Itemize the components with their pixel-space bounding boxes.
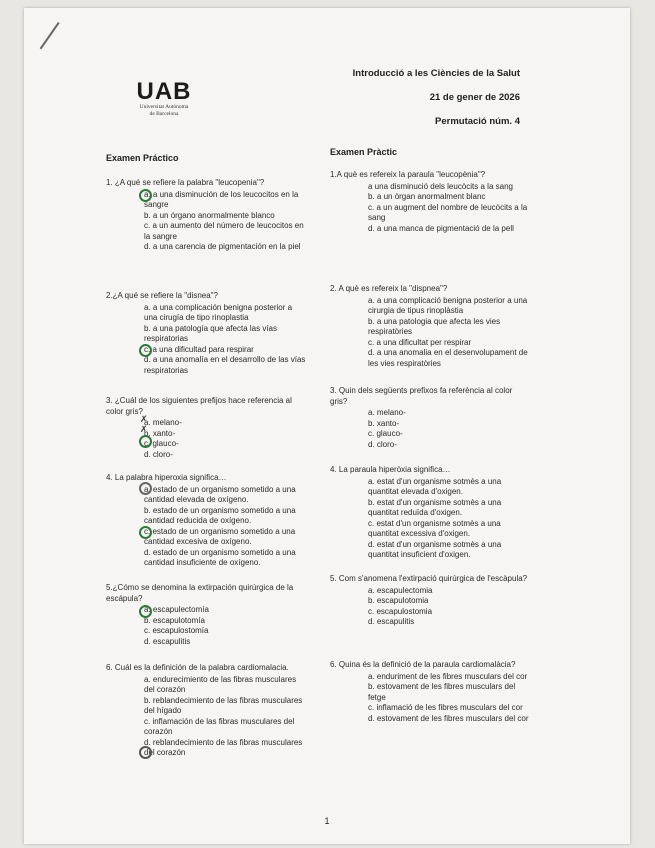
option-c: c. a un aumento del número de leucocitos en la sangre [144, 221, 304, 241]
cross-out-mark: ✗ [140, 424, 148, 434]
option-b: b. a una patología que afecta las vías respiratorias [144, 323, 277, 343]
question-stem: 4. La paraula hiperòxia significa… [330, 465, 451, 474]
left-question-6 [106, 663, 306, 759]
option-a: a una disminució dels leucòcits a la sang [368, 181, 513, 191]
permutation-number: Permutació núm. 4 [435, 116, 520, 127]
question-stem: 1.A què es refereix la paraula "leucopènia"? [330, 170, 486, 179]
option-a: a. a una complicación benigna posterior a una cirugía de tipo rinoplastia [144, 302, 293, 322]
right-question-5 [330, 574, 530, 628]
option-d: d. escapulitis [144, 636, 191, 646]
option-a: a. estado de un organismo sometido a una cantidad elevada de oxígeno. [144, 484, 296, 504]
answer-circle-mark [139, 746, 152, 759]
exam-page [24, 8, 630, 844]
answer-circle-mark [139, 344, 152, 357]
option-d: d. cloro- [144, 449, 173, 459]
option-c: c. escapulostomía [144, 626, 209, 635]
right-question-6 [330, 660, 530, 724]
question-stem: 4. La palabra hiperoxia significa… [106, 473, 227, 482]
option-b: b. a una patologia que afecta les vies respiratòries [368, 316, 501, 336]
answer-circle-mark [139, 605, 152, 618]
option-b: b. xanto- [144, 428, 176, 438]
logo-mark: UAB [136, 78, 192, 105]
question-stem: 1. ¿A qué se refiere la palabra "leucopenia"? [106, 178, 265, 187]
question-stem: 6. Cuál es la definición de la palabra cardiomalacia. [106, 663, 289, 672]
pen-mark [40, 22, 60, 49]
option-d: d. a una anomalía en el desarrollo de las vías respiratorias [144, 355, 306, 375]
left-question-2 [106, 291, 306, 376]
left-question-4 [106, 473, 306, 569]
option-d: d. escapulitis [368, 617, 415, 626]
right-question-3 [330, 386, 530, 450]
option-b: b. estado de un organismo sometido a una cantidad reducida de oxígeno. [144, 505, 296, 525]
option-d: d. a una carencia de pigmentación en la piel [144, 242, 301, 251]
option-a: a. a una complicació benigna posterior a una cirurgia de tipus rinoplàstia [368, 295, 528, 315]
option-a: a. escapulectomía [144, 605, 209, 614]
option-c: c. inflamación de las fibras musculares del corazón [144, 716, 295, 736]
option-a: a. escapulectomia [368, 585, 433, 595]
left-question-5 [106, 583, 306, 647]
option-b: b. a un òrgan anormalment blanc [368, 192, 486, 201]
option-c: c. a un augment del nombre de leucòcits a la sang [368, 202, 528, 222]
option-d: d. reblandecimiento de las fibras musculares del corazón [144, 737, 303, 757]
option-b: b. xanto- [368, 418, 400, 428]
option-b: b. estat d'un organisme sotmès a una quantitat reduïda d'oxigen. [368, 497, 502, 517]
course-title: Introducció a les Ciències de la Salut [352, 68, 520, 79]
option-a: a. enduriment de les fibres musculars del cor [368, 671, 528, 681]
question-stem: 5. Com s'anomena l'extirpació quirúrgica de l'escàpula? [330, 574, 528, 583]
answer-circle-mark [139, 435, 152, 448]
option-d: d. a una manca de pigmentació de la pell [368, 223, 514, 233]
logo-line-2: de Barcelona [149, 111, 179, 117]
question-stem: 2.¿A qué se refiere la "disnea"? [106, 291, 218, 300]
option-b: b. reblandecimiento de las fibras musculares del hígado [144, 695, 303, 715]
left-column-title: Examen Práctico [106, 153, 179, 163]
right-column-title: Examen Pràctic [330, 147, 398, 157]
option-c: c. glauco- [144, 439, 179, 448]
right-question-2 [330, 284, 530, 369]
option-c: c. a una dificultad para respirar [144, 344, 254, 354]
option-c: c. escapulostomia [368, 606, 433, 616]
option-b: b. estovament de les fibres musculars del fetge [368, 682, 516, 702]
left-question-3 [106, 396, 306, 460]
option-c: c. estado de un organismo sometido a una cantidad excesiva de oxígeno. [144, 526, 296, 546]
option-b: b. escapulotomia [368, 596, 429, 605]
option-d: d. estado de un organismo sometido a una cantidad insuficiente de oxígeno. [144, 547, 296, 567]
option-b: b. a un órgano anormalmente blanco [144, 210, 275, 220]
option-d: d. estat d'un organisme sotmès a una quantitat insuficient d'oxigen. [368, 539, 502, 559]
question-stem: 2. A què es refereix la "dispnea"? [330, 284, 448, 293]
option-c: c. inflamació de les fibres musculars del cor [368, 703, 523, 712]
option-c: c. glauco- [368, 429, 403, 438]
exam-header [353, 62, 520, 134]
question-stem: 3. Quin dels següents prefixos fa referència al color gris? [330, 386, 513, 406]
option-a: a. melano- [144, 418, 182, 427]
question-stem: 6. Quina és la definició de la paraula cardiomalàcia? [330, 660, 516, 669]
option-b: b. escapulotomía [144, 615, 205, 625]
option-d: d. a una anomalia en el desenvolupament de les vies respiratòries [368, 348, 528, 368]
question-stem: 5.¿Cómo se denomina la extirpación quirúrgica de la escápula? [106, 583, 294, 603]
cross-out-mark: ✗ [140, 414, 148, 424]
option-d: d. estovament de les fibres musculars del cor [368, 713, 529, 723]
left-question-1 [106, 178, 306, 253]
answer-circle-mark [139, 189, 152, 202]
option-c: c. a una dificultat per respirar [368, 337, 472, 347]
option-a: a. melano- [368, 408, 406, 417]
right-question-4 [330, 465, 530, 561]
answer-circle-mark [139, 526, 152, 539]
exam-date: 21 de gener de 2026 [429, 92, 520, 103]
uab-logo [114, 80, 214, 118]
option-a: a. a una disminución de los leucocitos en la sangre [144, 189, 299, 209]
option-c: c. estat d'un organisme sotmès a una quantitat excessiva d'oxigen. [368, 518, 501, 538]
question-stem: 3. ¿Cuál de los siguientes prefijos hace referencia al color gris? [106, 396, 292, 416]
logo-line-1: Universitat Autònoma [139, 104, 189, 110]
option-d: d. cloro- [368, 439, 397, 449]
right-question-1 [330, 170, 530, 234]
option-a: a. estat d'un organisme sotmès a una quantitat elevada d'oxigen. [368, 476, 502, 496]
answer-circle-mark [139, 482, 152, 495]
option-a: a. endurecimiento de las fibras musculares del corazón [144, 674, 297, 694]
page-number: 1 [324, 816, 330, 826]
